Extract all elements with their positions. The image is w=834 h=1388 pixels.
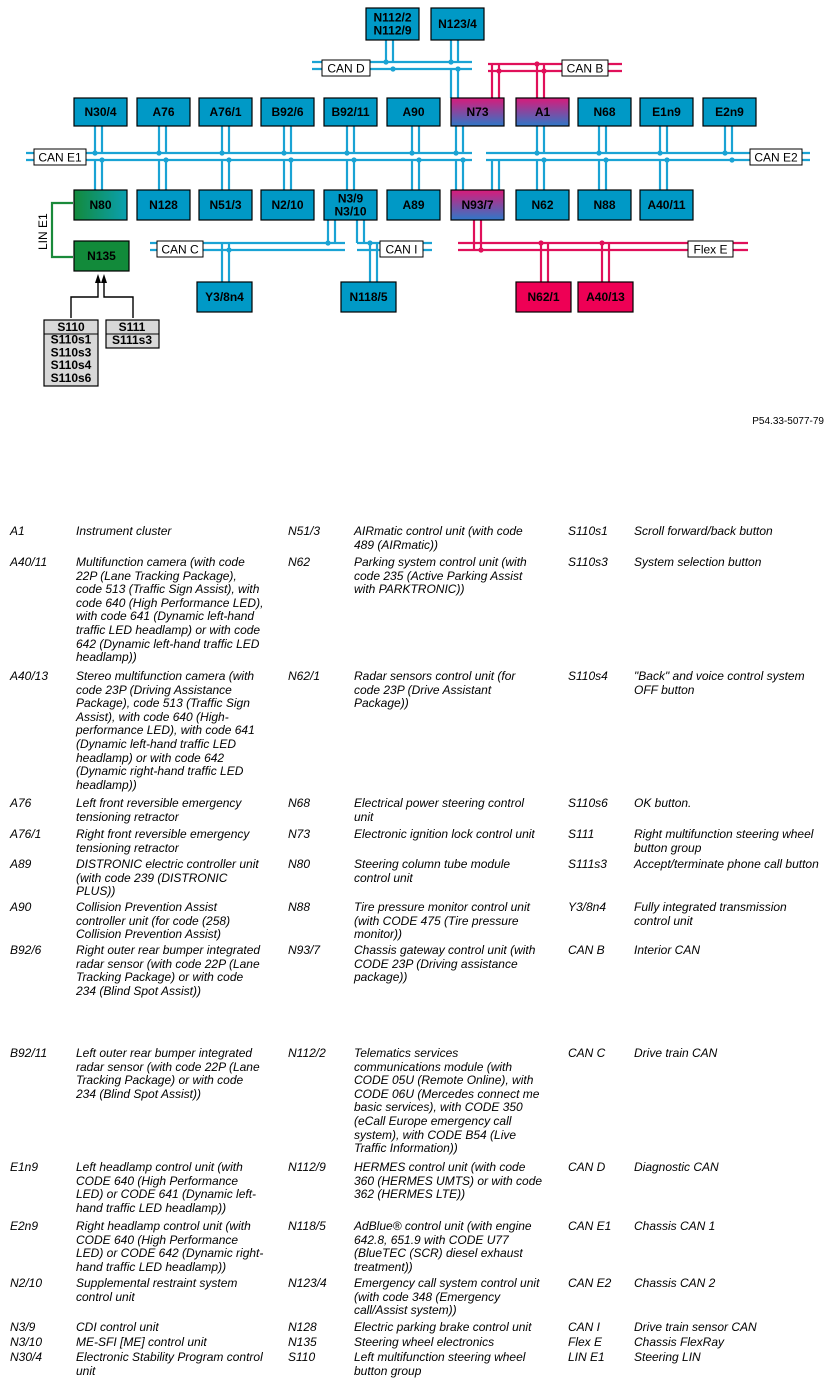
junction-dot bbox=[599, 240, 604, 245]
legend-description: Interior CAN bbox=[634, 943, 701, 957]
switch-label: S110s6 bbox=[50, 370, 92, 385]
legend-description: DISTRONIC electric controller unit (with code 239 (DISTRONIC PLUS)) bbox=[76, 857, 259, 899]
bus-label-can-e1-text: CAN E1 bbox=[38, 150, 82, 165]
node-a1 bbox=[516, 98, 569, 126]
legend-description: Electronic ignition lock control unit bbox=[354, 827, 535, 841]
node-e2n9-label: E2n9 bbox=[715, 105, 744, 119]
switch-group-s111 bbox=[106, 320, 159, 348]
node-b92-6 bbox=[261, 98, 314, 126]
node-a89 bbox=[387, 190, 440, 220]
legend-code: N68 bbox=[288, 796, 311, 810]
bus-label-can-i bbox=[380, 241, 423, 257]
node-e2n9 bbox=[703, 98, 756, 126]
junction-dot bbox=[409, 150, 414, 155]
legend-code: CAN E2 bbox=[568, 1276, 612, 1290]
node-n68-label: N68 bbox=[593, 105, 616, 119]
junction-dot bbox=[390, 66, 395, 71]
legend-description: Tire pressure monitor control unit (with CODE 475 (Tire pressure monitor)) bbox=[354, 900, 530, 942]
node-n123-4-label: N123/4 bbox=[438, 17, 477, 31]
legend-code: N112/9 bbox=[288, 1160, 326, 1174]
legend-description: OK button. bbox=[634, 796, 692, 810]
legend-description: System selection button bbox=[634, 555, 762, 569]
legend-description: Drive train CAN bbox=[634, 1046, 718, 1060]
bus-label-can-d bbox=[322, 60, 370, 76]
switch-label: S111 bbox=[118, 320, 146, 334]
legend-description: Instrument cluster bbox=[76, 524, 172, 538]
legend-description: Telematics services communications module (with CODE 05U (Remote Online), with CODE 06U (Mercedes connect me basic services), with CODE 350 (eCall Europe emergency call system), with CODE B54 (Live Traffic Information)) bbox=[354, 1046, 540, 1156]
node-a76-1-label: A76/1 bbox=[209, 105, 242, 119]
legend-description: AdBlue® control unit (with engine 642.8, 651.9 with CODE U77 (BlueTEC (SCR) diesel exhaust treatment)) bbox=[354, 1219, 532, 1274]
legend-code: CAN E1 bbox=[568, 1219, 612, 1233]
switch-label: S110s1 bbox=[50, 332, 92, 347]
node-a76-1 bbox=[199, 98, 252, 126]
node-n118-5 bbox=[341, 282, 396, 312]
legend-code: N93/7 bbox=[288, 943, 321, 957]
bus-label-can-d-text: CAN D bbox=[327, 61, 365, 76]
legend-code: N73 bbox=[288, 827, 311, 841]
bus-label-flex-e-text: Flex E bbox=[693, 242, 728, 257]
node-n3-label: N3/10 bbox=[334, 204, 367, 219]
legend-code: S110s3 bbox=[568, 555, 608, 569]
junction-dot bbox=[448, 59, 453, 64]
legend-description: Parking system control unit (with code 235 (Active Parking Assist with PARKTRONIC)) bbox=[354, 555, 527, 597]
legend-code: N80 bbox=[288, 857, 311, 871]
legend-code: N118/5 bbox=[288, 1219, 326, 1233]
junction-dot bbox=[219, 150, 224, 155]
legend-description: Chassis CAN 2 bbox=[634, 1276, 716, 1290]
legend-code: E2n9 bbox=[10, 1219, 39, 1233]
node-n2-10 bbox=[261, 190, 314, 220]
legend-code: S110s4 bbox=[568, 669, 608, 683]
legend-description: Chassis CAN 1 bbox=[634, 1219, 716, 1233]
junction-dot bbox=[344, 150, 349, 155]
legend-code: N30/4 bbox=[10, 1350, 43, 1364]
legend-code: A89 bbox=[10, 857, 32, 871]
junction-dot bbox=[383, 59, 388, 64]
legend-code: LIN E1 bbox=[568, 1350, 605, 1364]
node-n51-3 bbox=[199, 190, 252, 220]
legend-description: Emergency call system control unit (with code 348 (Emergency call/Assist system)) bbox=[354, 1276, 540, 1318]
junction-dot bbox=[325, 240, 330, 245]
legend-description: Fully integrated transmission control unit bbox=[634, 900, 787, 928]
legend-code: CAN B bbox=[568, 943, 605, 957]
junction-dot bbox=[281, 150, 286, 155]
legend-code: N62/1 bbox=[288, 669, 321, 683]
legend-code: S110s1 bbox=[568, 524, 608, 538]
node-n123-4 bbox=[431, 8, 484, 40]
legend-description: Scroll forward/back button bbox=[634, 524, 773, 538]
legend-description: Stereo multifunction camera (with code 23P (Driving Assistance Package), code 513 (Traffic Sign Assist), with code 640 (High-performance LED), with code 641 (Dynamic left-hand traffic LED headlamp) or with code 642 (Dynamic right-hand traffic LED headlamp)) bbox=[76, 669, 255, 792]
node-n135-label: N135 bbox=[87, 249, 116, 263]
legend-description: Collision Prevention Assist controller unit (for code (258) Collision Prevention Assist) bbox=[76, 900, 231, 942]
legend-description: Left front reversible emergency tensioning retractor bbox=[76, 796, 242, 824]
node-y3-8n4-label: Y3/8n4 bbox=[205, 290, 244, 304]
junction-dot bbox=[478, 247, 483, 252]
node-e1n9-label: E1n9 bbox=[652, 105, 681, 119]
bus-label-can-e2 bbox=[750, 149, 802, 165]
legend-code: S111 bbox=[568, 827, 595, 841]
lin-e1-bus bbox=[52, 203, 73, 257]
legend-description: Steering LIN bbox=[634, 1350, 701, 1364]
bus-label-can-e1 bbox=[34, 149, 86, 165]
node-n73-label: N73 bbox=[466, 105, 489, 119]
node-n93-7-label: N93/7 bbox=[461, 198, 494, 212]
legend-description: Electrical power steering control unit bbox=[354, 796, 525, 824]
node-n30-4-label: N30/4 bbox=[84, 105, 117, 119]
legend-code: B92/6 bbox=[10, 943, 42, 957]
legend-description: Right outer rear bumper integrated radar sensor (with code 22P (Lane Tracking Package) or with code 234 (Blind Spot Assist)) bbox=[76, 943, 261, 998]
legend-description: Left multifunction steering wheel button group bbox=[354, 1350, 526, 1378]
node-y3-8n4 bbox=[197, 282, 252, 312]
legend-description: Left headlamp control unit (with CODE 640 (High Performance LED) or CODE 641 (Dynamic left-hand traffic LED headlamp)) bbox=[76, 1160, 257, 1215]
legend-description: Right multifunction steering wheel button group bbox=[634, 827, 814, 855]
legend-code: N51/3 bbox=[288, 524, 321, 538]
node-n112 bbox=[366, 8, 419, 40]
junction-dot bbox=[453, 150, 458, 155]
node-n3-label: N3/9 bbox=[337, 191, 364, 206]
legend-code: A76 bbox=[10, 796, 32, 810]
node-n80 bbox=[74, 190, 127, 220]
node-n2-10-label: N2/10 bbox=[271, 198, 304, 212]
node-n62-1 bbox=[516, 282, 571, 312]
node-n128-label: N128 bbox=[149, 198, 178, 212]
node-n80-label: N80 bbox=[89, 198, 112, 212]
network-topology-diagram bbox=[0, 0, 834, 440]
node-a90-label: A90 bbox=[402, 105, 425, 119]
node-a1-label: A1 bbox=[534, 105, 551, 119]
junction-dot bbox=[541, 68, 546, 73]
switch-group-s110 bbox=[44, 320, 98, 386]
bus-label-lin-e1: LIN E1 bbox=[36, 213, 50, 250]
switch-label: S110s4 bbox=[50, 358, 92, 373]
legend-code: B92/11 bbox=[10, 1046, 48, 1060]
legend-description: Steering wheel electronics bbox=[354, 1335, 495, 1349]
legend-description: Right headlamp control unit (with CODE 640 (High Performance LED) or CODE 642 (Dynamic right-hand traffic LED headlamp)) bbox=[76, 1219, 264, 1274]
node-n112-label: N112/2 bbox=[373, 10, 412, 25]
junction-dot bbox=[496, 68, 501, 73]
node-n88-label: N88 bbox=[593, 198, 616, 212]
junction-dot bbox=[226, 247, 231, 252]
legend-code: N112/2 bbox=[288, 1046, 326, 1060]
bus-label-can-i-text: CAN I bbox=[385, 242, 418, 257]
diagram-reference-number: P54.33-5077-79 bbox=[752, 416, 824, 427]
legend-description: Diagnostic CAN bbox=[634, 1160, 719, 1174]
legend-code: A76/1 bbox=[10, 827, 42, 841]
legend-description: Drive train sensor CAN bbox=[634, 1320, 757, 1334]
node-n135 bbox=[74, 241, 129, 271]
legend-description: "Back" and voice control system OFF button bbox=[634, 669, 805, 697]
arrow-s111-to-n135 bbox=[104, 278, 133, 318]
switch-label: S110 bbox=[57, 320, 85, 334]
node-e1n9 bbox=[640, 98, 693, 126]
legend-description: Accept/terminate phone call button bbox=[634, 857, 819, 871]
legend-description: Left outer rear bumper integrated radar sensor (with code 22P (Lane Tracking Package) or with code 234 (Blind Spot Assist)) bbox=[76, 1046, 260, 1101]
legend-description: Steering column tube module control unit bbox=[354, 857, 511, 885]
bus-label-can-b bbox=[562, 60, 608, 76]
legend-code: N123/4 bbox=[288, 1276, 327, 1290]
legend-description: CDI control unit bbox=[76, 1320, 159, 1334]
node-b92-11-label: B92/11 bbox=[331, 105, 370, 119]
junction-dot bbox=[657, 150, 662, 155]
node-b92-6-label: B92/6 bbox=[271, 105, 304, 119]
legend-code: CAN C bbox=[568, 1046, 606, 1060]
junction-dot bbox=[538, 240, 543, 245]
legend-code: A40/13 bbox=[10, 669, 49, 683]
legend-code: Y3/8n4 bbox=[568, 900, 607, 914]
node-a40-13-label: A40/13 bbox=[586, 290, 625, 304]
junction-dot bbox=[534, 61, 539, 66]
junction-dot bbox=[729, 157, 734, 162]
junction-dot bbox=[455, 66, 460, 71]
node-n62-1-label: N62/1 bbox=[527, 290, 560, 304]
legend-description: Multifunction camera (with code 22P (Lane Tracking Package), code 513 (Traffic Sign Assist), with code 640 (High Performance LED), with code 641 (Dynamic left-hand traffic LED headlamp) or with code 642 (Dynamic left-hand traffic LED headlamp)) bbox=[76, 555, 264, 665]
node-a76 bbox=[137, 98, 190, 126]
node-a40-13 bbox=[578, 282, 633, 312]
node-a90 bbox=[387, 98, 440, 126]
bus-label-can-c bbox=[157, 241, 203, 257]
legend-description: ME-SFI [ME] control unit bbox=[76, 1335, 207, 1349]
legend-code: N135 bbox=[288, 1335, 317, 1349]
node-a89-label: A89 bbox=[402, 198, 425, 212]
node-n51-3-label: N51/3 bbox=[209, 198, 242, 212]
legend-description: Chassis gateway control unit (with CODE 23P (Driving assistance package)) bbox=[354, 943, 536, 985]
bus-label-can-b-text: CAN B bbox=[566, 61, 604, 76]
switch-label: S111s3 bbox=[111, 333, 153, 347]
legend-description: AIRmatic control unit (with code 489 (AIRmatic)) bbox=[354, 524, 523, 552]
bus-label-can-e2-text: CAN E2 bbox=[754, 150, 798, 165]
legend-description: Radar sensors control unit (for code 23P (Drive Assistant Package)) bbox=[354, 669, 516, 711]
node-a76-label: A76 bbox=[152, 105, 175, 119]
junction-dot bbox=[534, 150, 539, 155]
junction-dot bbox=[367, 240, 372, 245]
legend-code: CAN I bbox=[568, 1320, 601, 1334]
legend-description: Right front reversible emergency tensioning retractor bbox=[76, 827, 250, 855]
node-n112-label: N112/9 bbox=[373, 23, 412, 38]
legend-code: A90 bbox=[10, 900, 32, 914]
arrowhead-icon bbox=[101, 274, 107, 283]
node-b92-11 bbox=[324, 98, 377, 126]
node-n73 bbox=[451, 98, 504, 126]
junction-dot bbox=[596, 150, 601, 155]
node-n3 bbox=[324, 190, 377, 220]
legend-code: N128 bbox=[288, 1320, 317, 1334]
legend-code: S110s6 bbox=[568, 796, 608, 810]
node-a40-11 bbox=[640, 190, 693, 220]
junction-dot bbox=[156, 150, 161, 155]
node-n30-4 bbox=[74, 98, 127, 126]
junction-dot bbox=[722, 150, 727, 155]
legend-code: N62 bbox=[288, 555, 311, 569]
arrowhead-icon bbox=[95, 274, 101, 283]
legend-description: Electric parking brake control unit bbox=[354, 1320, 532, 1334]
node-n88 bbox=[578, 190, 631, 220]
legend-code: N88 bbox=[288, 900, 311, 914]
legend-code: N3/9 bbox=[10, 1320, 36, 1334]
node-a40-11-label: A40/11 bbox=[647, 198, 686, 212]
node-n62 bbox=[516, 190, 569, 220]
bus-label-can-c-text: CAN C bbox=[161, 242, 199, 257]
legend-code: CAN D bbox=[568, 1160, 606, 1174]
legend-description: Chassis FlexRay bbox=[634, 1335, 725, 1349]
legend-code: Flex E bbox=[568, 1335, 603, 1349]
node-n118-5-label: N118/5 bbox=[349, 290, 388, 304]
legend-description: Electronic Stability Program control unit bbox=[76, 1350, 263, 1378]
node-n62-label: N62 bbox=[531, 198, 554, 212]
legend-code: S110 bbox=[288, 1350, 316, 1364]
legend-code: A1 bbox=[10, 524, 25, 538]
node-n93-7 bbox=[451, 190, 504, 220]
legend-code: S111s3 bbox=[568, 857, 607, 871]
legend-code: N2/10 bbox=[10, 1276, 43, 1290]
legend-code: N3/10 bbox=[10, 1335, 43, 1349]
bus-label-flex-e bbox=[688, 241, 733, 257]
switch-label: S110s3 bbox=[50, 345, 92, 360]
node-n68 bbox=[578, 98, 631, 126]
legend-description: Supplemental restraint system control unit bbox=[76, 1276, 238, 1304]
legend-description: HERMES control unit (with code 360 (HERMES UMTS) or with code 362 (HERMES LTE)) bbox=[354, 1160, 543, 1202]
arrow-s110-to-n135 bbox=[71, 278, 98, 318]
junction-dot bbox=[92, 150, 97, 155]
node-n128 bbox=[137, 190, 190, 220]
legend-code: E1n9 bbox=[10, 1160, 39, 1174]
legend-code: A40/11 bbox=[10, 555, 48, 569]
